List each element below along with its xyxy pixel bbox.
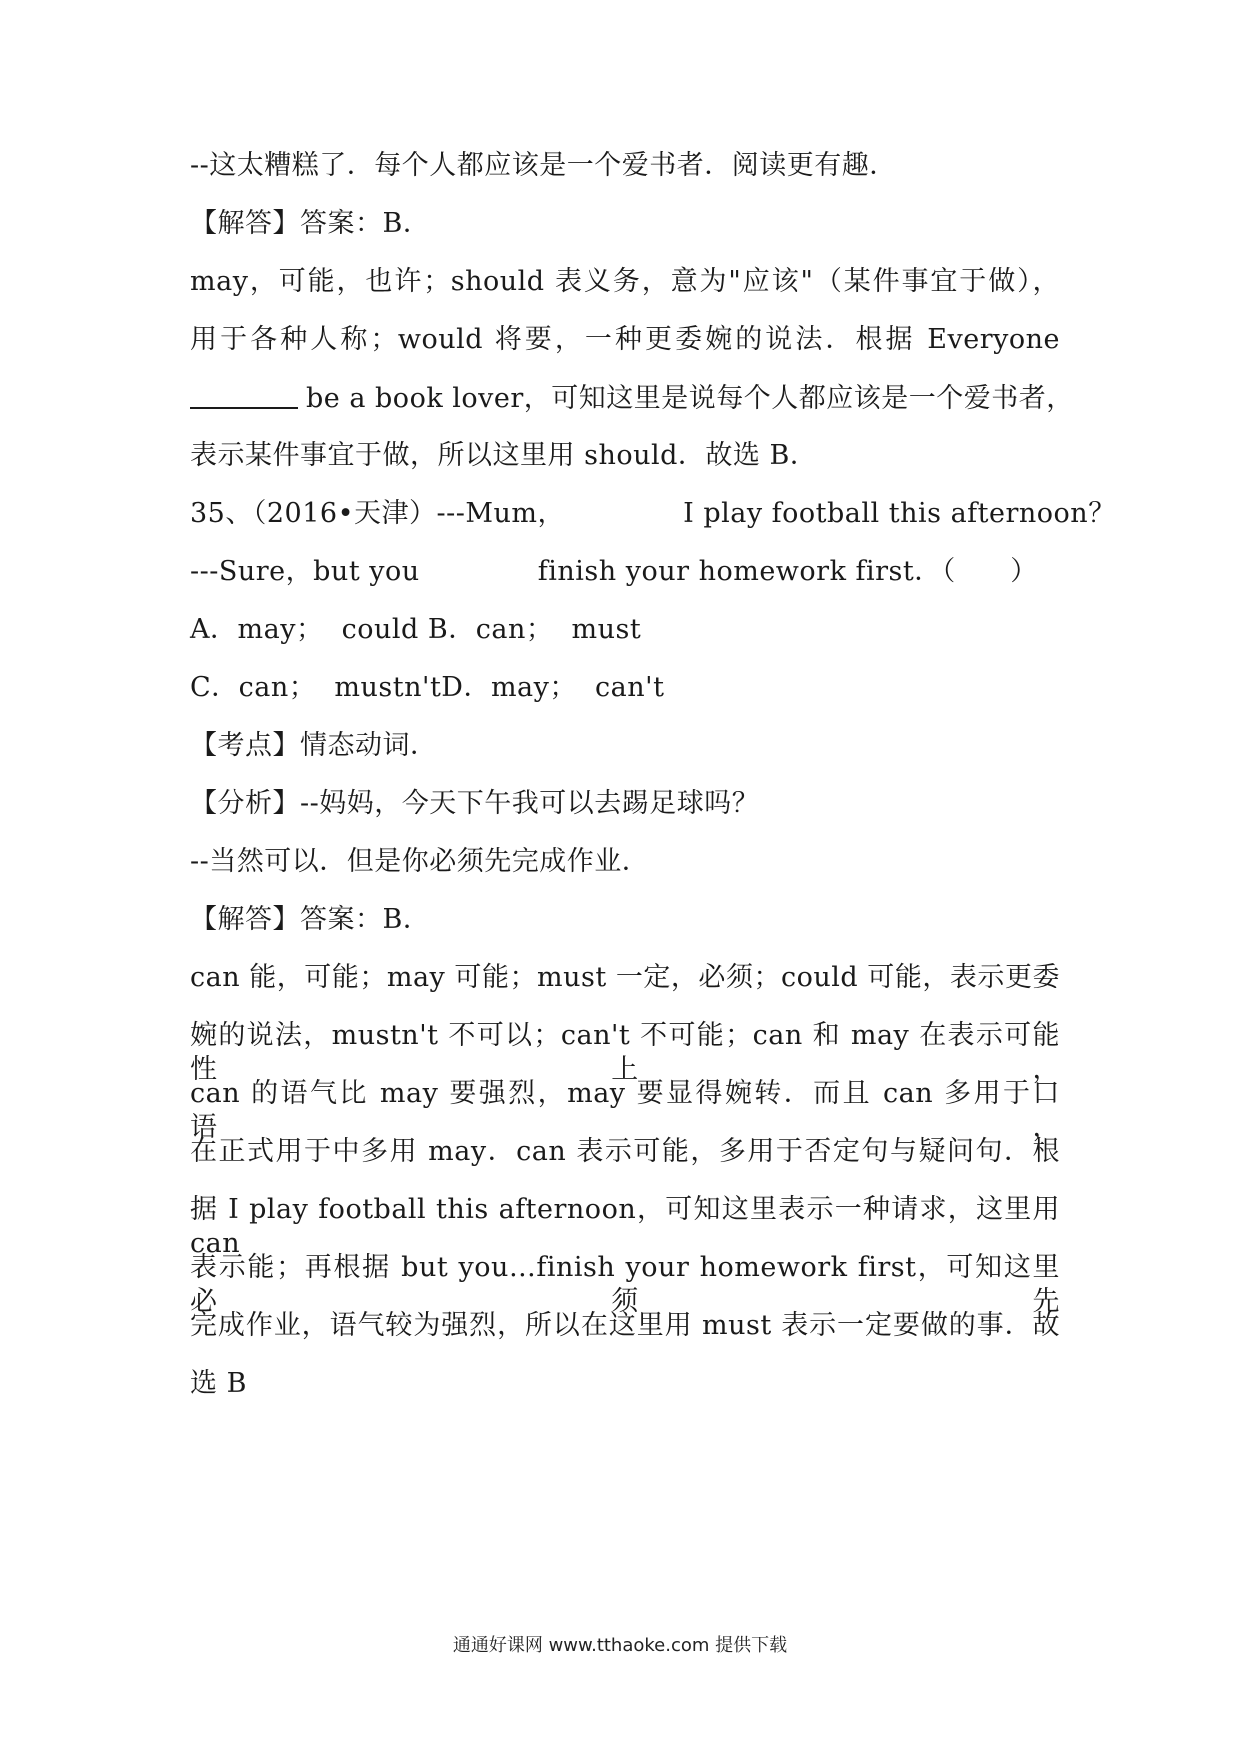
question-35-reply: ---Sure，but you finish your homework first．（ ） bbox=[190, 556, 1038, 587]
key-point-heading: 【考点】情态动词． bbox=[190, 730, 438, 761]
explanation2-line-8: 选 B bbox=[190, 1368, 247, 1399]
options-a-b: A．may； could B．can； must bbox=[190, 614, 642, 645]
analysis-heading: 【分析】--妈妈，今天下午我可以去踢足球吗？ bbox=[190, 788, 760, 819]
explanation-line-2: 用于各种人称；would 将要，一种更委婉的说法．根据 Everyone bbox=[190, 324, 1060, 355]
explanation2-line-6: 表示能；再根据 but you…finish your homework first，可知这里必须先 bbox=[190, 1252, 1060, 1317]
explanation2-line-7: 完成作业，语气较为强烈，所以在这里用 must 表示一定要做的事．故 bbox=[190, 1310, 1060, 1341]
explanation2-line-5: 据 I play football this afternoon，可知这里表示一种请求，这里用 can bbox=[190, 1194, 1060, 1259]
explanation-line-4: 表示某件事宜于做，所以这里用 should．故选 B． bbox=[190, 440, 818, 471]
explanation2-line-4: 在正式用于中多用 may．can 表示可能，多用于否定句与疑问句．根 bbox=[190, 1136, 1060, 1167]
analysis-line-2: --当然可以．但是你必须先完成作业． bbox=[190, 846, 650, 877]
answer-heading-2: 【解答】答案：B． bbox=[190, 904, 431, 935]
explanation-line-3 bbox=[190, 381, 1074, 416]
options-c-d: C．can； mustn'tD．may； can't bbox=[190, 672, 665, 703]
answer-heading: 【解答】答案：B． bbox=[190, 208, 431, 239]
analysis-translation-line: --这太糟糕了．每个人都应该是一个爱书者．阅读更有趣． bbox=[190, 150, 897, 181]
explanation-line-1: may，可能，也许；should 表义务，意为"应该"（某件事宜于做）， bbox=[190, 266, 1060, 297]
explanation2-line-1: can 能，可能；may 可能；must 一定，必须；could 可能，表示更委 bbox=[190, 962, 1060, 993]
page-footer: 通通好课网 www.tthaoke.com 提供下载 bbox=[452, 1635, 788, 1656]
fill-blank bbox=[190, 381, 298, 409]
explanation2-line-2: 婉的说法，mustn't 不可以；can't 不可能；can 和 may 在表示可能性上， bbox=[190, 1020, 1060, 1085]
explanation2-line-3: can 的语气比 may 要强烈，may 要显得婉转．而且 can 多用于口语， bbox=[190, 1078, 1060, 1143]
question-35-stem: 35、（2016•天津）---Mum， I play football this afternoon？ bbox=[190, 498, 1116, 529]
explanation-line-3-text: be a book lover，可知这里是说每个人都应该是一个爱书者， bbox=[306, 383, 1074, 414]
